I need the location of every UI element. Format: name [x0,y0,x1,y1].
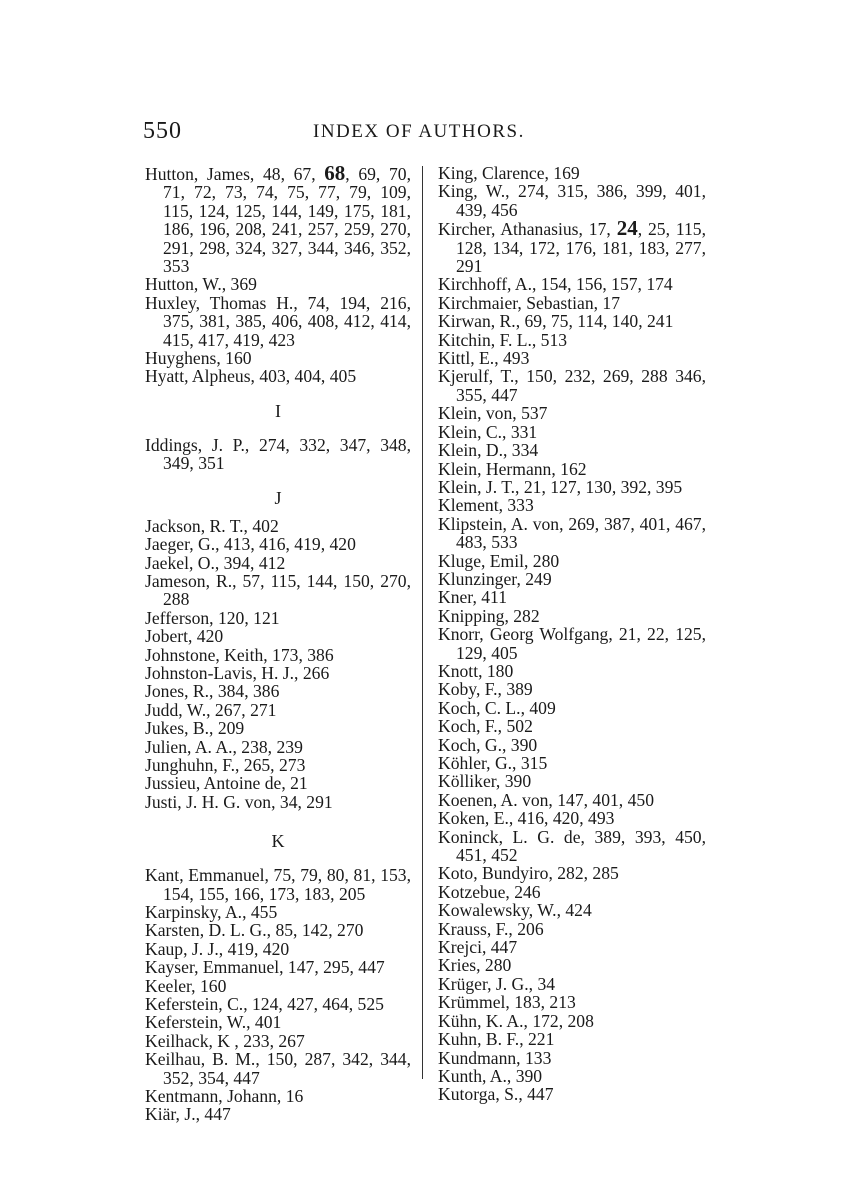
page-header [143,118,703,148]
index-entry: Klein, C., 331 [438,421,538,442]
index-entry: Kitchin, F. L., 513 [438,329,568,350]
index-entry: Kries, 280 [438,955,512,976]
index-entry: Klein, Hermann, 162 [438,458,587,479]
index-entry: Krüger, J. G., 34 [438,973,556,994]
entry-name: Kircher, Athanasius, [438,219,583,240]
index-entry: Kirwan, R., 69, 75, 114, 140, 241 [438,311,674,332]
index-entry: Kölliker, 390 [438,771,532,792]
index-entry [145,161,411,277]
h-entries [145,161,411,387]
index-entry: Jaekel, O., 394, 412 [145,552,286,573]
index-entry: Keilhack, K , 233, 267 [145,1030,305,1051]
index-entry: Klipstein, A. von, 269, 387, 401, 467, 483, 533 [438,513,706,553]
index-entry: Kentmann, Johann, 16 [145,1086,304,1107]
index-entry: Knott, 180 [438,660,514,681]
index-entry: Keferstein, W., 401 [145,1012,282,1033]
running-title: INDEX OF AUTHORS. [313,121,525,142]
index-entry: King, W., 274, 315, 386, 399, 401, 439, 456 [438,181,706,220]
index-entry: Kühn, K. A., 172, 208 [438,1010,594,1031]
index-entry: Kuhn, B. F., 221 [438,1029,555,1050]
k-entries-left [145,866,411,1124]
index-entry: Kiär, J., 447 [145,1104,231,1125]
index-entry: Köhler, G., 315 [438,753,548,773]
j-entries [145,517,411,812]
index-entry: Junghuhn, F., 265, 273 [145,754,306,775]
entry-principal-page: 68 [324,161,346,185]
index-entry: Kundmann, 133 [438,1047,552,1068]
index-entry: Hutton, W., 369 [145,274,257,295]
index-entry: Jameson, R., 57, 115, 144, 150, 270, 288 [145,570,411,610]
index-entry: Kutorga, S., 447 [438,1084,554,1105]
index-entry: Kirchmaier, Sebastian, 17 [438,292,621,313]
index-entry: Johnston-Lavis, H. J., 266 [145,662,330,683]
index-entry: Krauss, F., 206 [438,918,544,939]
index-entry: Jaeger, G., 413, 416, 419, 420 [145,534,356,555]
index-entry: Kirchhoff, A., 154, 156, 157, 174 [438,274,673,295]
index-entry: Jussieu, Antoine de, 21 [145,773,308,794]
entry-pages: 17, [582,219,617,240]
index-entry: Iddings, J. P., 274, 332, 347, 348, 349, 351 [145,434,411,474]
index-entry: Julien, A. A., 238, 239 [145,736,303,757]
left-column [145,161,411,1125]
section-heading-j: J [274,487,282,508]
index-entry: Judd, W., 267, 271 [145,699,277,720]
index-entry: Jackson, R. T., 402 [145,515,279,536]
index-entry: Kotzebue, 246 [438,881,541,902]
section-heading-k: K [271,831,285,852]
index-entry: Kowalewsky, W., 424 [438,900,592,921]
index-entry: King, Clarence, 169 [438,163,580,183]
index-entry: Kluge, Emil, 280 [438,550,560,571]
entry-pages: , 25, 115, 128, 134, 172, 176, 181, 183, 277, 291 [456,219,706,277]
index-entry: Keilhau, B. M., 150, 287, 342, 344, 352, 354, 447 [145,1049,411,1088]
section-heading-i: I [275,400,281,421]
index-entry: Klement, 333 [438,495,534,516]
i-entries [145,436,411,473]
index-entry: Kjerulf, T., 150, 232, 269, 288 346, 355, 447 [438,366,706,405]
index-entry: Justi, J. H. G. von, 34, 291 [145,791,333,812]
index-entry: Koch, F., 502 [438,716,533,737]
entry-pages: , 69, 70, 71, 72, 73, 74, 75, 77, 79, 109, 115, 124, 125, 144, 149, 175, 181, 186, 196, 208, 241, 257, 259, 270, 291, 298, 324, 327, 344, 346, 352, 353 [163,164,411,277]
index-entry [438,216,706,277]
entry-name: Hutton, James, [145,164,255,184]
index-entry: Jones, R., 384, 386 [145,681,280,702]
index-entry: Koch, C. L., 409 [438,697,556,718]
index-entry: Klein, von, 537 [438,403,548,424]
index-entry: Jefferson, 120, 121 [145,607,280,628]
index-entry: Koch, G., 390 [438,734,538,755]
index-entry: Johnstone, Keith, 173, 386 [145,644,334,665]
index-entry: Karpinsky, A., 455 [145,902,278,922]
index-entry: Klein, D., 334 [438,440,539,461]
index-entry: Koninck, L. G. de, 389, 393, 450, 451, 452 [438,826,706,866]
index-entry: Koken, E., 416, 420, 493 [438,808,615,829]
index-entry: Kaup, J. J., 419, 420 [145,938,290,959]
index-entry: Koto, Bundyiro, 282, 285 [438,863,619,884]
index-entry: Jukes, B., 209 [145,718,245,739]
index-entry: Krejci, 447 [438,937,518,958]
index-entry: Klunzinger, 249 [438,568,552,589]
index-entry: Hyatt, Alpheus, 403, 404, 405 [145,366,357,387]
index-entry: Kunth, A., 390 [438,1065,543,1086]
index-entry: Keferstein, C., 124, 427, 464, 525 [145,994,384,1015]
index-entry: Kayser, Emmanuel, 147, 295, 447 [145,957,385,978]
index-entry: Koby, F., 389 [438,679,533,700]
entry-principal-page: 24 [616,216,638,241]
index-entry: Krümmel, 183, 213 [438,992,576,1013]
index-entry: Keeler, 160 [145,975,227,996]
index-entry: Jobert, 420 [145,626,224,647]
k-entries-right [438,164,706,1104]
index-entry: Kner, 411 [438,587,508,608]
column-divider [422,166,423,1079]
entry-pages: 48, 67, [254,164,325,184]
index-entry: Knipping, 282 [438,605,540,626]
index-entry: Karsten, D. L. G., 85, 142, 270 [145,920,364,941]
index-entry: Kittl, E., 493 [438,348,530,369]
index-entry: Huxley, Thomas H., 74, 194, 216, 375, 381, 385, 406, 408, 412, 414, 415, 417, 419, 423 [145,292,411,350]
index-entry: Knorr, Georg Wolfgang, 21, 22, 125, 129, 405 [438,624,706,663]
page-number: 550 [143,118,182,144]
index-entry: Kant, Emmanuel, 75, 79, 80, 81, 153, 154, 155, 166, 173, 183, 205 [145,865,411,904]
index-entry: Koenen, A. von, 147, 401, 450 [438,789,654,810]
index-entry: Klein, J. T., 21, 127, 130, 392, 395 [438,476,683,497]
right-column [438,164,706,1104]
index-entry: Huyghens, 160 [145,348,252,369]
